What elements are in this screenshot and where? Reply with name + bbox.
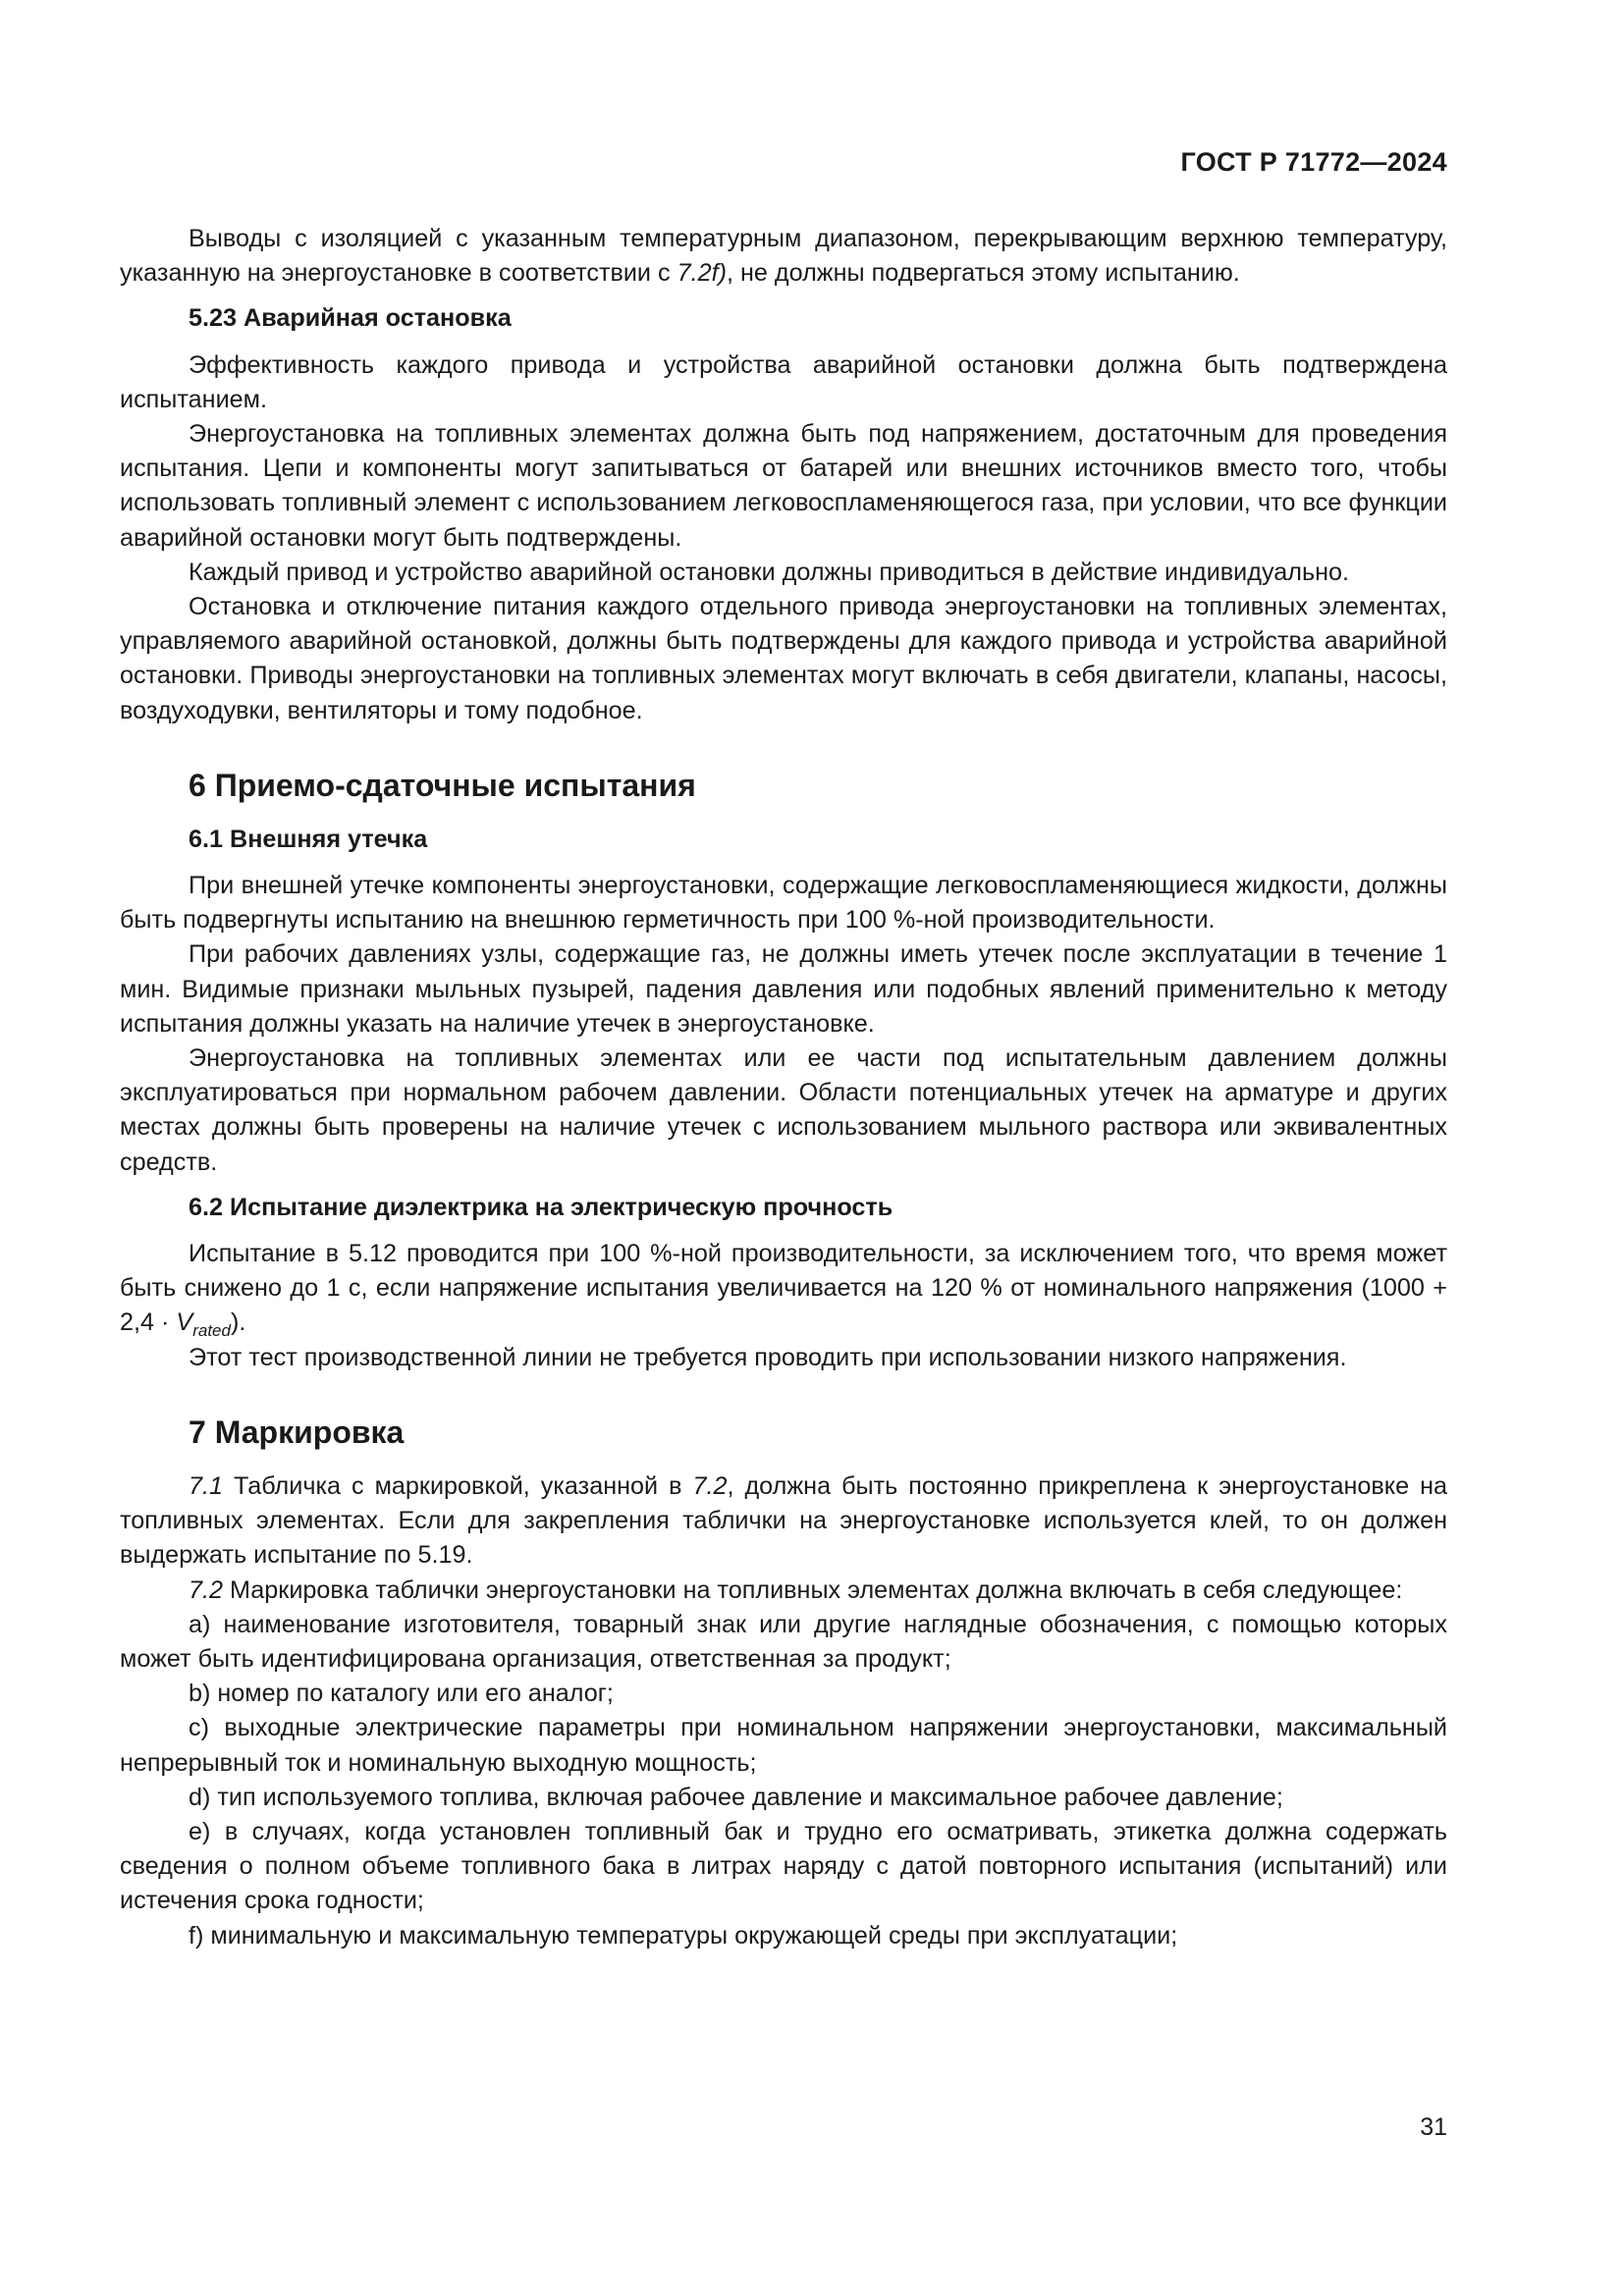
- paragraph: Энергоустановка на топливных элементах должна быть под напряжением, достаточным для проведения испытания. Цепи и компоненты могут запитываться от батарей или внешних источников вместо того, чтобы использовать топливный элемент с использованием легковоспламеняющегося газа, при условии, что все функции аварийной остановки могут быть подтверждены.: [120, 420, 1447, 552]
- document-body: [120, 222, 1447, 1953]
- paragraph: Каждый привод и устройство аварийной остановки должны приводиться в действие индивидуально.: [189, 558, 1350, 586]
- clause-reference: 7.2f): [677, 259, 727, 288]
- section-heading-6-2: 6.2 Испытание диэлектрика на электрическую прочность: [189, 1193, 893, 1221]
- text-run: , должна быть постоянно прикреплена к энергоустановке на топливных элементах. Если для закрепления таблички на энергоустановке используется клей, то он должен выдержать испытание по 5.19.: [120, 1471, 1448, 1570]
- text-run: Выводы с изоляцией с указанным температурным диапазоном, перекрывающим верхнюю температуру, указанную на энергоустановке в соответствии с: [120, 225, 1447, 288]
- voltage-symbol: V: [176, 1308, 193, 1337]
- paragraph: При внешней утечке компоненты энергоустановки, содержащие легковоспламеняющиеся жидкости, должны быть подвергнуты испытанию на внешнюю герметичность при 100 %-ной производительности.: [120, 872, 1447, 934]
- list-item: d) тип используемого топлива, включая рабочее давление и максимальное рабочее давление;: [189, 1783, 1283, 1811]
- list-item: c) выходные электрические параметры при номинальном напряжении энергоустановки, максимальный непрерывный ток и номинальную выходную мощность;: [120, 1714, 1447, 1777]
- section-heading-6: 6 Приемо-сдаточные испытания: [189, 767, 696, 803]
- clause-number: 7.2: [189, 1575, 224, 1604]
- section-heading-6-1: 6.1 Внешняя утечка: [189, 825, 428, 853]
- paragraph: [120, 1237, 1447, 1341]
- text-run: ).: [230, 1308, 246, 1337]
- section-heading-7: 7 Маркировка: [189, 1414, 405, 1450]
- text-run: Табличка с маркировкой, указанной в: [223, 1471, 693, 1500]
- voltage-subscript: rated: [192, 1321, 231, 1341]
- clause-reference: 7.2: [692, 1471, 728, 1500]
- list-item: a) наименование изготовителя, товарный знак или другие наглядные обозначения, с помощью которых может быть идентифицирована организация, ответственная за продукт;: [120, 1610, 1447, 1673]
- paragraph: При рабочих давлениях узлы, содержащие газ, не должны иметь утечек после эксплуатации в течение 1 мин. Видимые признаки мыльных пузырей, падения давления или подобных явлений применительно к методу испытания должны указать на наличие утечек в энергоустановке.: [120, 940, 1447, 1038]
- page-number: 31: [1420, 2113, 1447, 2141]
- paragraph-intro: [120, 222, 1447, 291]
- paragraph: Энергоустановка на топливных элементах или ее части под испытательным давлением должны эксплуатироваться при нормальном рабочем давлении. Области потенциальных утечек на арматуре и других местах должны быть проверены на наличие утечек с использованием мыльного раствора или эквивалентных средств.: [120, 1044, 1447, 1176]
- paragraph: Эффективность каждого привода и устройства аварийной остановки должна быть подтверждена испытанием.: [120, 350, 1447, 413]
- text-run: Испытание в 5.12 проводится при 100 %-ной производительности, за исключением того, что время может быть снижено до 1 с, если напряжение испытания увеличивается на 120 % от номинального напряжения (1000 + 2,4 ·: [120, 1240, 1447, 1337]
- clause-number: 7.1: [189, 1471, 224, 1500]
- document-id-header: ГОСТ Р 71772—2024: [1180, 147, 1447, 177]
- list-item: b) номер по каталогу или его аналог;: [189, 1680, 614, 1708]
- list-item: f) минимальную и максимальную температуры окружающей среды при эксплуатации;: [189, 1921, 1178, 1949]
- paragraph-7-1: [120, 1469, 1447, 1574]
- text-run: , не должны подвергаться этому испытанию.: [727, 259, 1240, 288]
- paragraph: Остановка и отключение питания каждого отдельного привода энергоустановки на топливных элементах, управляемого аварийной остановкой, должны быть подтверждены для каждого привода и устройства аварийной остановки. Приводы энергоустановки на топливных элементах могут включать в себя двигатели, клапаны, насосы, воздуходувки, вентиляторы и тому подобное.: [120, 593, 1447, 724]
- paragraph-7-2: [120, 1574, 1447, 1608]
- text-run: Маркировка таблички энергоустановки на топливных элементах должна включать в себя следующее:: [223, 1575, 1403, 1604]
- paragraph: Этот тест производственной линии не требуется проводить при использовании низкого напряжения.: [189, 1343, 1347, 1371]
- section-heading-5-23: 5.23 Аварийная остановка: [189, 304, 512, 333]
- list-item: e) в случаях, когда установлен топливный бак и трудно его осматривать, этикетка должна содержать сведения о полном объеме топливного бака в литрах наряду с датой повторного испытания (испытаний) или истечения срока годности;: [120, 1817, 1447, 1915]
